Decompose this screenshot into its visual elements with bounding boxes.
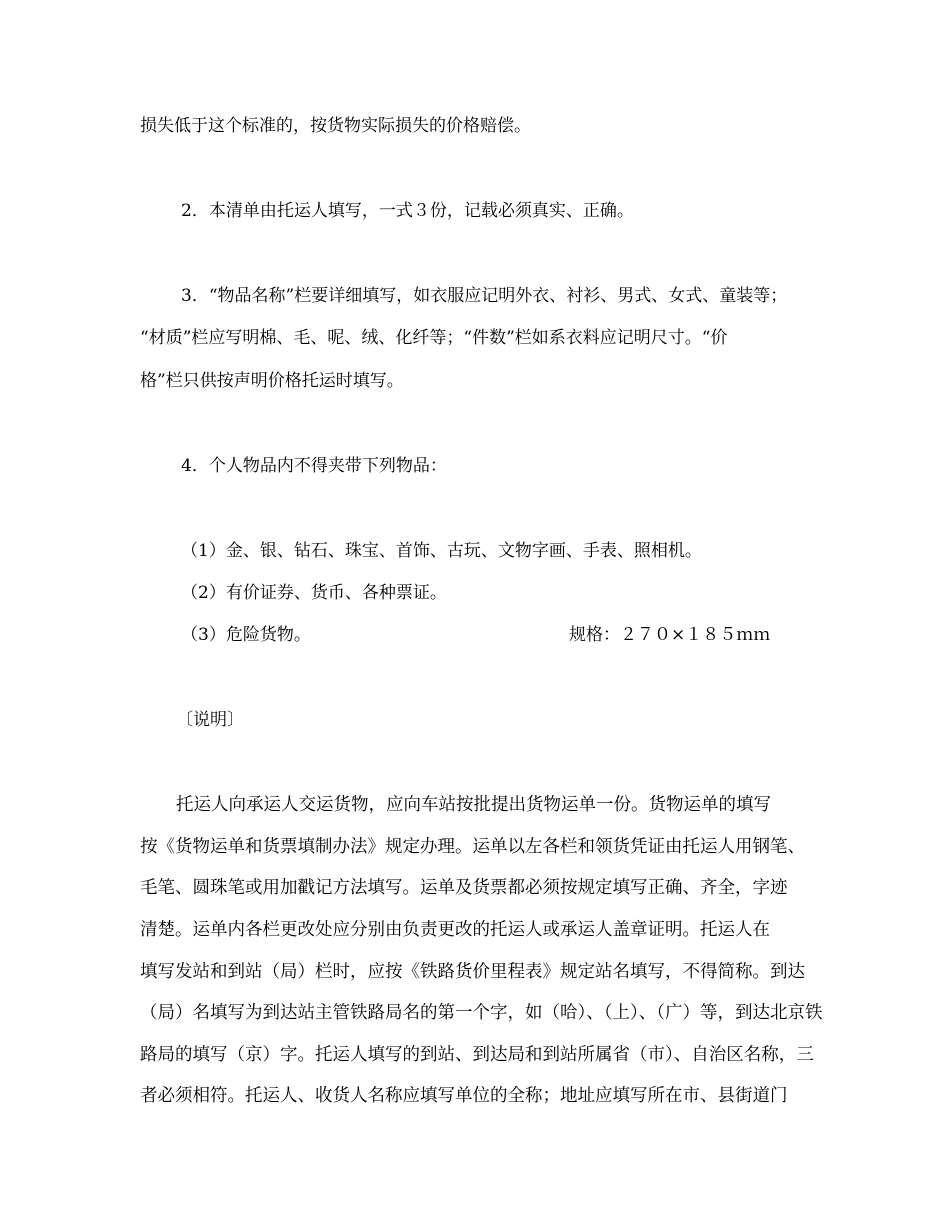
sub-item-2: （2）有价证券、货币、各种票证。 bbox=[181, 583, 447, 603]
explanation-line-2: 按《货物运单和货票填制办法》规定办理。运单以左各栏和领货凭证由托运人用钢笔、 bbox=[140, 837, 805, 857]
item-2-text: 2．本清单由托运人填写，一式３份，记载必须真实、正确。 bbox=[181, 201, 634, 221]
explanation-line-8: 者必须相符。托运人、收货人名称应填写单位的全称；地址应填写所在市、县街道门 bbox=[140, 1086, 788, 1106]
item-3-line-1: 3．“物品名称”栏要详细填写，如衣服应记明外衣、衬衫、男式、女式、童装等； bbox=[181, 286, 788, 306]
spec-text: 规格：２７０×１８５ｍｍ bbox=[569, 625, 771, 645]
explanation-line-6: （局）名填写为到达站主管铁路局名的第一个字，如（哈）、（上）、（广）等，到达北京铁 bbox=[140, 1003, 823, 1023]
explanation-heading: 〔说明〕 bbox=[176, 710, 244, 730]
item-4-text: 4．个人物品内不得夹带下列物品： bbox=[181, 456, 447, 476]
intro-tail-text: 损失低于这个标准的，按货物实际损失的价格赔偿。 bbox=[140, 116, 531, 136]
explanation-line-1: 托运人向承运人交运货物，应向车站按批提出货物运单一份。货物运单的填写 bbox=[176, 795, 771, 815]
item-3-line-2: “材质”栏应写明棉、毛、呢、绒、化纤等；“件数”栏如系衣料应记明尺寸。“价 bbox=[140, 328, 728, 348]
item-3-line-3: 格”栏只供按声明价格托运时填写。 bbox=[140, 371, 404, 391]
explanation-line-7: 路局的填写（京）字。托运人填写的到站、到达局和到站所属省（市）、自治区名称，三 bbox=[140, 1045, 814, 1065]
explanation-line-3: 毛笔、圆珠笔或用加戳记方法填写。运单及货票都必须按规定填写正确、齐全，字迹 bbox=[140, 878, 788, 898]
explanation-line-4: 清楚。运单内各栏更改处应分别由负责更改的托运人或承运人盖章证明。托运人在 bbox=[140, 920, 770, 940]
sub-item-1: （1）金、银、钻石、珠宝、首饰、古玩、文物字画、手表、照相机。 bbox=[181, 541, 702, 561]
explanation-line-5: 填写发站和到站（局）栏时，应按《铁路货价里程表》规定站名填写，不得简称。到达 bbox=[140, 962, 805, 982]
sub-item-3: （3）危险货物。 bbox=[181, 625, 311, 645]
